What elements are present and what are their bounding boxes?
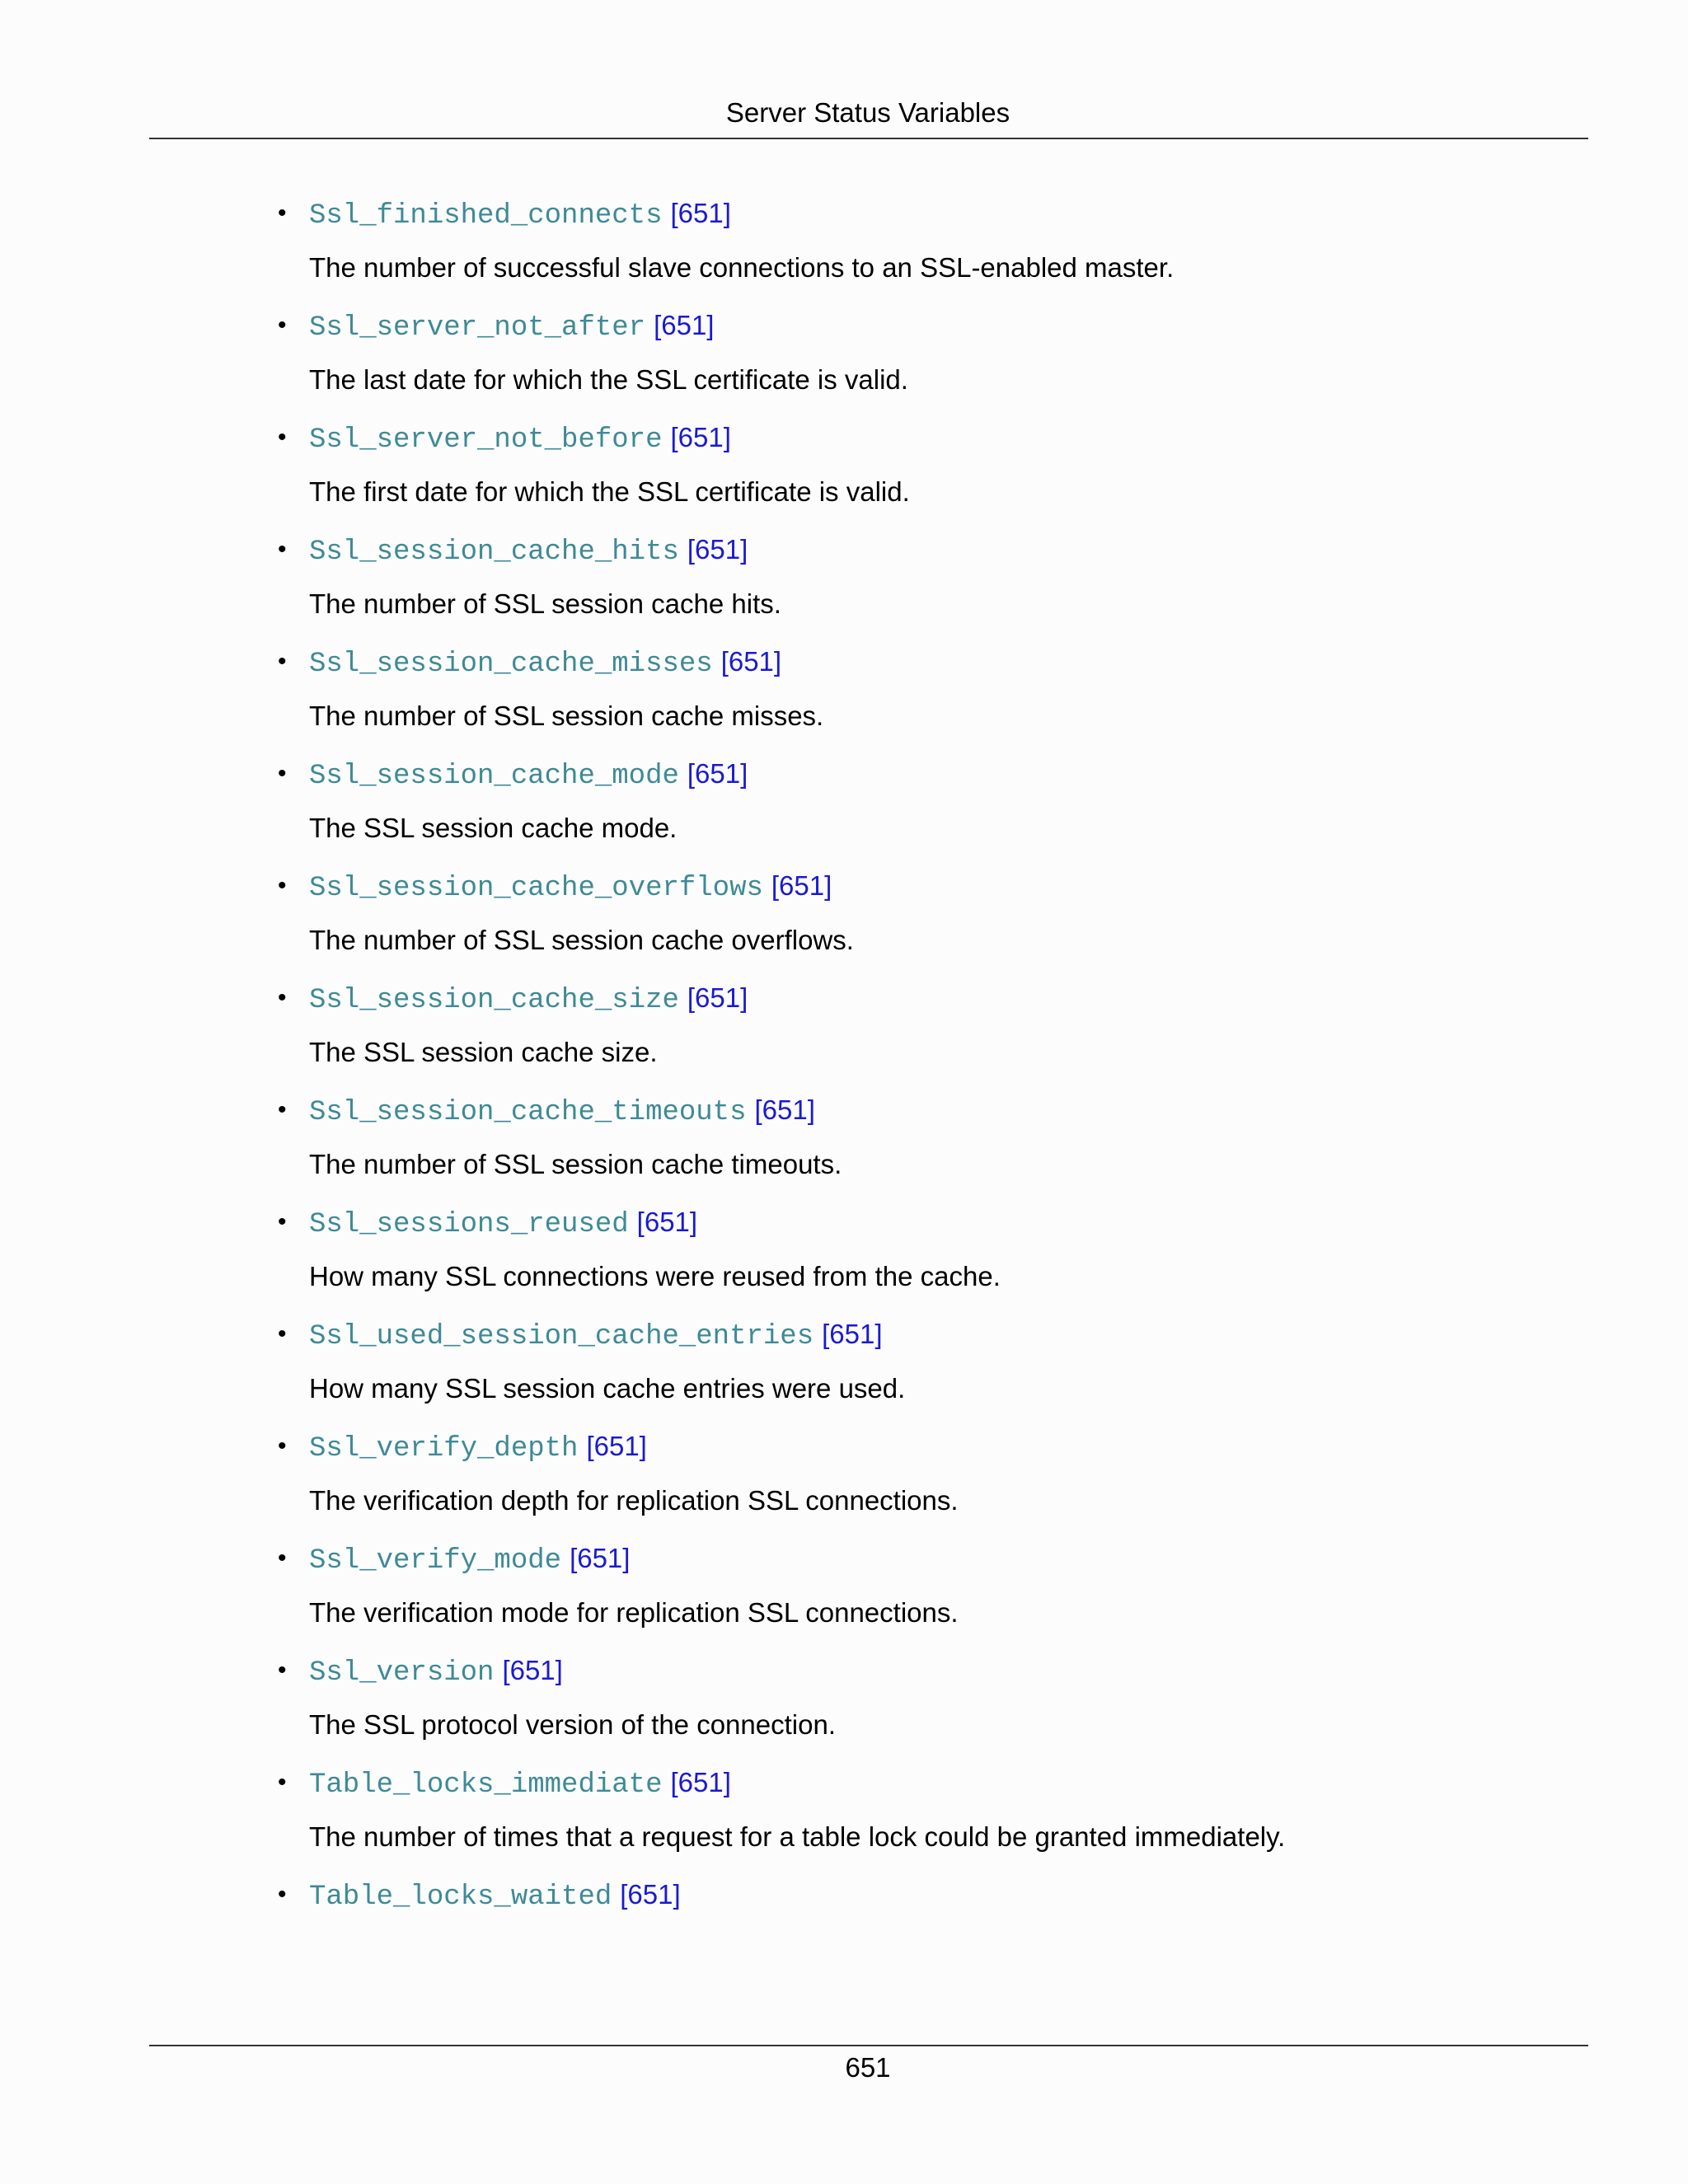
bullet: • bbox=[278, 760, 287, 787]
variable-name-link[interactable]: Ssl_server_not_after bbox=[309, 312, 646, 344]
bullet: • bbox=[278, 536, 287, 563]
bullet: • bbox=[278, 424, 287, 451]
bullet: • bbox=[278, 1544, 287, 1572]
bullet: • bbox=[278, 1320, 287, 1347]
variable-description: How many SSL connections were reused from the cache. bbox=[309, 1261, 1001, 1291]
page-number: 651 bbox=[845, 2052, 891, 2083]
variable-description: The verification depth for replication SSL connections. bbox=[309, 1485, 959, 1516]
bullet: • bbox=[278, 648, 287, 675]
page-reference-link[interactable]: [651] bbox=[754, 1094, 815, 1125]
page-reference-link[interactable]: [651] bbox=[687, 982, 748, 1013]
variable-description: The number of successful slave connections to an SSL-enabled master. bbox=[309, 252, 1175, 283]
variable-description: The SSL protocol version of the connection. bbox=[309, 1709, 836, 1740]
variable-name-link[interactable]: Ssl_session_cache_size bbox=[309, 985, 679, 1016]
variable-name-link[interactable]: Ssl_session_cache_hits bbox=[309, 537, 679, 568]
page-reference-link[interactable]: [651] bbox=[636, 1207, 698, 1237]
bullet: • bbox=[278, 1432, 287, 1460]
page-reference-link[interactable]: [651] bbox=[586, 1431, 647, 1461]
variable-description: The last date for which the SSL certificate is valid. bbox=[309, 364, 908, 395]
page-reference-link[interactable]: [651] bbox=[654, 310, 715, 340]
bullet: • bbox=[278, 312, 287, 339]
variable-description: How many SSL session cache entries were used. bbox=[309, 1373, 906, 1404]
page-reference-link[interactable]: [651] bbox=[670, 422, 731, 452]
bullet: • bbox=[278, 199, 287, 227]
bullet: • bbox=[278, 1881, 287, 1908]
variable-name-link[interactable]: Table_locks_immediate bbox=[309, 1769, 663, 1801]
variable-description: The number of times that a request for a table lock could be granted immediately. bbox=[309, 1821, 1286, 1852]
variable-name-link[interactable]: Table_locks_waited bbox=[309, 1882, 612, 1913]
page-reference-link[interactable]: [651] bbox=[670, 198, 731, 228]
bullet: • bbox=[278, 1657, 287, 1684]
variable-name-link[interactable]: Ssl_session_cache_timeouts bbox=[309, 1097, 747, 1128]
page-reference-link[interactable]: [651] bbox=[687, 758, 748, 789]
bullet: • bbox=[278, 984, 287, 1011]
page-reference-link[interactable]: [651] bbox=[720, 646, 782, 677]
page-reference-link[interactable]: [651] bbox=[771, 870, 832, 901]
variable-description: The number of SSL session cache misses. bbox=[309, 701, 824, 731]
variable-name-link[interactable]: Ssl_verify_depth bbox=[309, 1433, 579, 1465]
variable-name-link[interactable]: Ssl_version bbox=[309, 1657, 495, 1689]
page-reference-link[interactable]: [651] bbox=[570, 1543, 631, 1573]
bullet: • bbox=[278, 1096, 287, 1123]
variable-description: The verification mode for replication SSL connections. bbox=[309, 1597, 959, 1628]
page-reference-link[interactable]: [651] bbox=[502, 1655, 563, 1685]
page-reference-link[interactable]: [651] bbox=[620, 1879, 681, 1910]
variable-description: The number of SSL session cache hits. bbox=[309, 588, 781, 619]
variable-name-link[interactable]: Ssl_used_session_cache_entries bbox=[309, 1321, 814, 1352]
variable-description: The SSL session cache mode. bbox=[309, 813, 678, 843]
page-reference-link[interactable]: [651] bbox=[670, 1767, 731, 1797]
page-reference-link[interactable]: [651] bbox=[687, 534, 748, 565]
variable-name-link[interactable]: Ssl_finished_connects bbox=[309, 200, 663, 232]
footer-rule bbox=[149, 2045, 1588, 2046]
variable-name-link[interactable]: Ssl_verify_mode bbox=[309, 1545, 562, 1577]
bullet: • bbox=[278, 1769, 287, 1796]
page-header: Server Status Variables bbox=[725, 97, 1010, 128]
bullet: • bbox=[278, 1208, 287, 1235]
variable-name-link[interactable]: Ssl_session_cache_mode bbox=[309, 761, 679, 792]
variable-description: The SSL session cache size. bbox=[309, 1037, 658, 1067]
variable-description: The first date for which the SSL certificate is valid. bbox=[309, 476, 910, 507]
variable-description: The number of SSL session cache timeouts. bbox=[309, 1149, 842, 1179]
variable-name-link[interactable]: Ssl_sessions_reused bbox=[309, 1209, 629, 1240]
variable-name-link[interactable]: Ssl_session_cache_misses bbox=[309, 649, 713, 680]
variable-name-link[interactable]: Ssl_server_not_before bbox=[309, 424, 663, 456]
variable-description: The number of SSL session cache overflows. bbox=[309, 925, 854, 955]
variable-name-link[interactable]: Ssl_session_cache_overflows bbox=[309, 873, 763, 904]
bullet: • bbox=[278, 872, 287, 899]
page-reference-link[interactable]: [651] bbox=[822, 1319, 883, 1349]
